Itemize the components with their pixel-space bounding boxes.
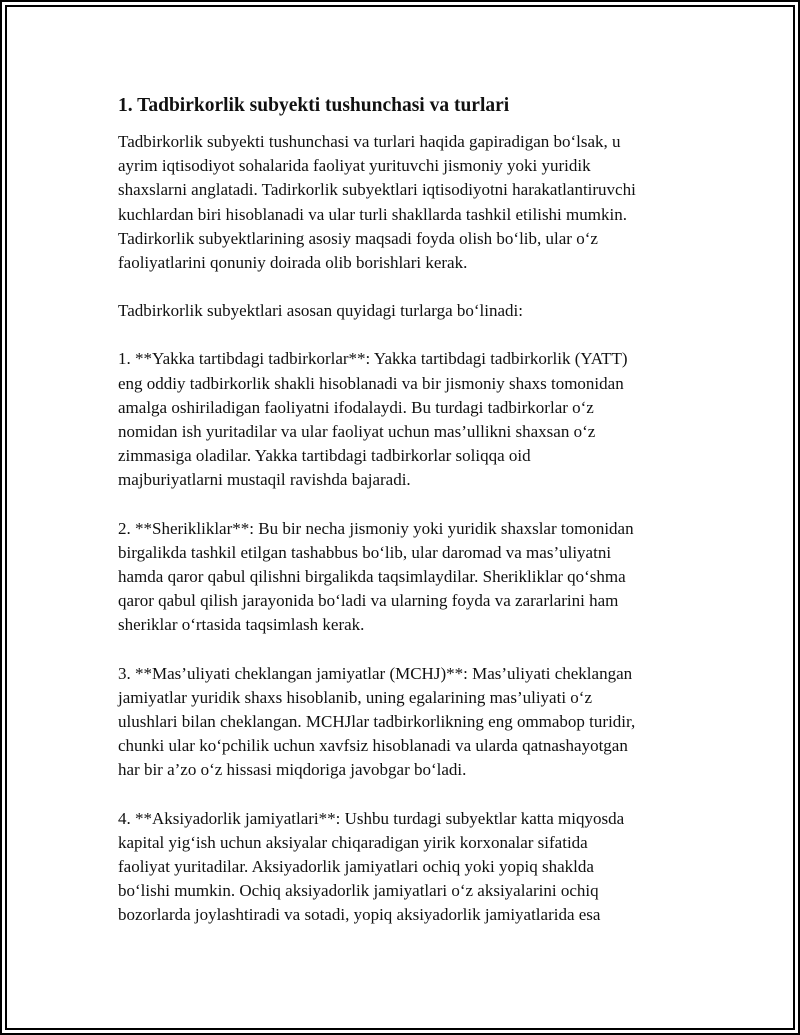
paragraph-line: nomidan ish yuritadilar va ular faoliyat uchun mas’ullikni shaxsan o‘z	[118, 422, 596, 442]
paragraph-line: shaxslarni anglatadi. Tadirkorlik subyektlari iqtisodiyotni harakatlantiruvchi	[118, 180, 636, 200]
paragraph-line: jamiyatlar yuridik shaxs hisoblanib, uning egalarining mas’uliyati o‘z	[118, 687, 593, 707]
paragraph	[118, 807, 698, 928]
paragraph-line: faoliyat yuritadilar. Aksiyadorlik jamiyatlari ochiq yoki yopiq shaklda	[118, 857, 594, 877]
paragraph-line: kapital yig‘ish uchun aksiyalar chiqaradigan yirik korxonalar sifatida	[118, 832, 588, 852]
document-body	[118, 94, 698, 952]
paragraph	[118, 517, 698, 638]
paragraph	[118, 347, 698, 492]
paragraph-line: Tadbirkorlik subyektlari asosan quyidagi turlarga bo‘linadi:	[118, 301, 523, 321]
paragraph-line: Tadirkorlik subyektlarining asosiy maqsadi foyda olish bo‘lib, ular o‘z	[118, 228, 598, 248]
paragraph-line: bozorlarda joylashtiradi va sotadi, yopiq aksiyadorlik jamiyatlarida esa	[118, 905, 601, 925]
paragraph-line: majburiyatlarni mustaqil ravishda bajaradi.	[118, 470, 411, 490]
paragraph-line: qaror qabul qilish jarayonida bo‘ladi va ularning foyda va zararlarini ham	[118, 591, 619, 611]
paragraph-line: chunki ular ko‘pchilik uchun xavfsiz hisoblanadi va ularda qatnashayotgan	[118, 736, 628, 756]
paragraph-line: 4. **Aksiyadorlik jamiyatlari**: Ushbu turdagi subyektlar katta miqyosda	[118, 808, 625, 828]
paragraph-line: har bir a’zo o‘z hissasi miqdoriga javobgar bo‘ladi.	[118, 760, 467, 780]
paragraph-line: amalga oshiriladigan faoliyatni ifodalaydi. Bu turdagi tadbirkorlar o‘z	[118, 397, 594, 417]
paragraph-line: 1. **Yakka tartibdagi tadbirkorlar**: Yakka tartibdagi tadbirkorlik (YATT)	[118, 349, 628, 369]
paragraph-line: faoliyatlarini qonuniy doirada olib borishlari kerak.	[118, 253, 468, 273]
paragraph-line: 2. **Sherikliklar**: Bu bir necha jismoniy yoki yuridik shaxslar tomonidan	[118, 518, 634, 538]
paragraph-line: birgalikda tashkil etilgan tashabbus bo‘lib, ular daromad va mas’uliyatni	[118, 542, 612, 562]
page-title: 1. Tadbirkorlik subyekti tushunchasi va turlari	[118, 95, 510, 116]
paragraph-line: kuchlardan biri hisoblanadi va ular turli shakllarda tashkil etilishi mumkin.	[118, 204, 627, 224]
paragraph	[118, 299, 698, 323]
paragraph-line: ayrim iqtisodiyot sohalarida faoliyat yurituvchi jismoniy yoki yuridik	[118, 156, 591, 176]
paragraph-line: zimmasiga oladilar. Yakka tartibdagi tadbirkorlar soliqqa oid	[118, 446, 531, 466]
paragraph	[118, 662, 698, 783]
paragraph-line: eng oddiy tadbirkorlik shakli hisoblanadi va bir jismoniy shaxs tomonidan	[118, 373, 624, 393]
paragraph	[118, 130, 698, 275]
paragraph-line: ulushlari bilan cheklangan. MCHJlar tadbirkorlikning eng ommabop turidir,	[118, 712, 636, 732]
paragraph-list	[118, 130, 698, 928]
paragraph-line: 3. **Mas’uliyati cheklangan jamiyatlar (MCHJ)**: Mas’uliyati cheklangan	[118, 663, 633, 683]
paragraph-line: bo‘lishi mumkin. Ochiq aksiyadorlik jamiyatlari o‘z aksiyalarini ochiq	[118, 881, 599, 901]
paragraph-line: hamda qaror qabul qilishni birgalikda taqsimlaydilar. Sherikliklar qo‘shma	[118, 567, 626, 587]
paragraph-line: Tadbirkorlik subyekti tushunchasi va turlari haqida gapiradigan bo‘lsak, u	[118, 132, 621, 151]
paragraph-line: sheriklar o‘rtasida taqsimlash kerak.	[118, 615, 365, 635]
